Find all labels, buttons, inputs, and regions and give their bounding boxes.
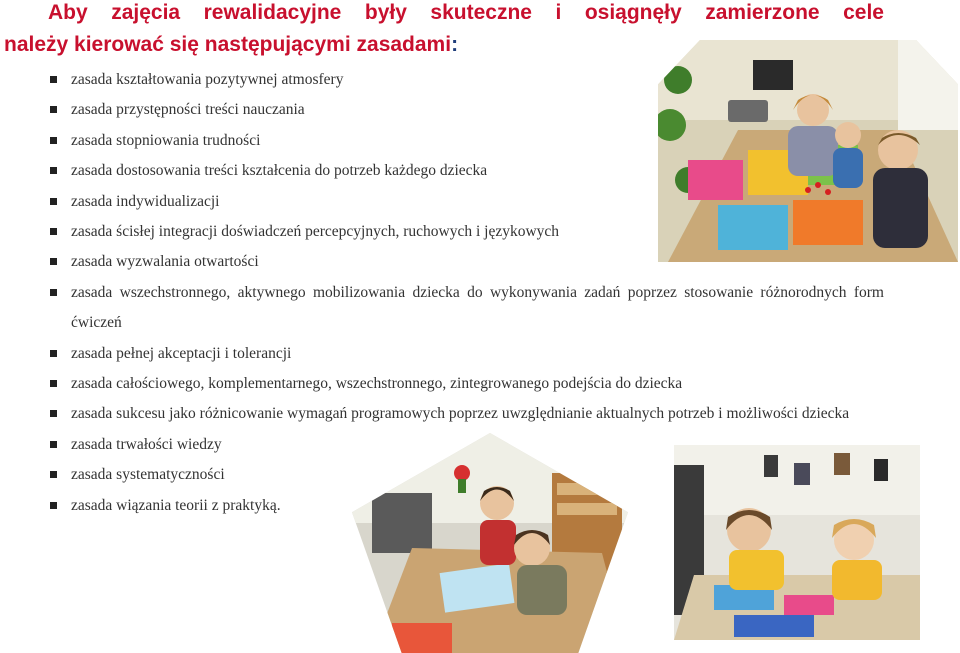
list-item	[50, 369, 884, 399]
list-item	[50, 460, 631, 490]
heading-line-1: Aby zajęcia rewalidacyjne były skuteczne i osiągnęły zamierzone cele	[48, 1, 884, 24]
list-item-text: zasada kształtowania pozytywnej atmosfery	[71, 71, 344, 88]
list-item	[50, 65, 631, 95]
list-item	[50, 430, 631, 460]
list-item-text: zasada wyzwalania otwartości	[71, 253, 259, 271]
bullet-square-icon	[50, 410, 57, 417]
bullet-square-icon	[50, 502, 57, 509]
list-item-text: zasada przystępności treści nauczania	[71, 101, 305, 119]
list-item	[50, 95, 631, 125]
list-item-text: zasada wszechstronnego, aktywnego mobilizowania dziecka do wykonywania zadań poprzez stosowanie różnorodnych form ćwiczeń	[71, 283, 884, 332]
bullet-square-icon	[50, 228, 57, 235]
list-item-text: zasada ścisłej integracji doświadczeń percepcyjnych, ruchowych i językowych	[71, 223, 560, 241]
bullet-square-icon	[50, 289, 57, 296]
principles-list	[50, 65, 884, 521]
bullet-square-icon	[50, 137, 57, 144]
list-item	[50, 187, 631, 217]
list-item	[50, 399, 884, 429]
bullet-square-icon	[50, 167, 57, 174]
list-item	[50, 247, 631, 277]
heading-line-2	[4, 33, 458, 57]
heading-line-2-text: należy kierować się następującymi zasadami	[4, 33, 452, 56]
bullet-square-icon	[50, 76, 57, 83]
list-item-text: zasada trwałości wiedzy	[71, 435, 222, 453]
list-item-text: zasada dostosowania treści kształcenia do potrzeb każdego dziecka	[71, 162, 488, 180]
bullet-square-icon	[50, 471, 57, 478]
list-item	[50, 156, 631, 186]
bullet-square-icon	[50, 350, 57, 357]
list-item-text: zasada stopniowania trudności	[71, 131, 261, 149]
bullet-square-icon	[50, 258, 57, 265]
bullet-square-icon	[50, 198, 57, 205]
list-item-text: zasada systematyczności	[71, 466, 225, 484]
bullet-square-icon	[50, 441, 57, 448]
list-item	[50, 491, 631, 521]
list-item-text: zasada indywidualizacji	[71, 192, 220, 210]
list-item-text: zasada sukcesu jako różnicowanie wymagań programowych poprzez uwzględnianie aktualnych potrzeb i możliwości dziecka	[71, 405, 850, 423]
list-item-text: zasada wiązania teorii z praktyką.	[71, 496, 281, 514]
bullet-square-icon	[50, 380, 57, 387]
list-item-text: zasada całościowego, komplementarnego, wszechstronnego, zintegrowanego podejścia do dziecka	[71, 375, 683, 393]
list-item	[50, 126, 631, 156]
list-item	[50, 339, 884, 369]
list-item	[50, 278, 884, 339]
bullet-square-icon	[50, 106, 57, 113]
list-item	[50, 217, 631, 247]
heading-colon: :	[451, 33, 459, 56]
list-item-text: zasada pełnej akceptacji i tolerancji	[71, 344, 292, 362]
